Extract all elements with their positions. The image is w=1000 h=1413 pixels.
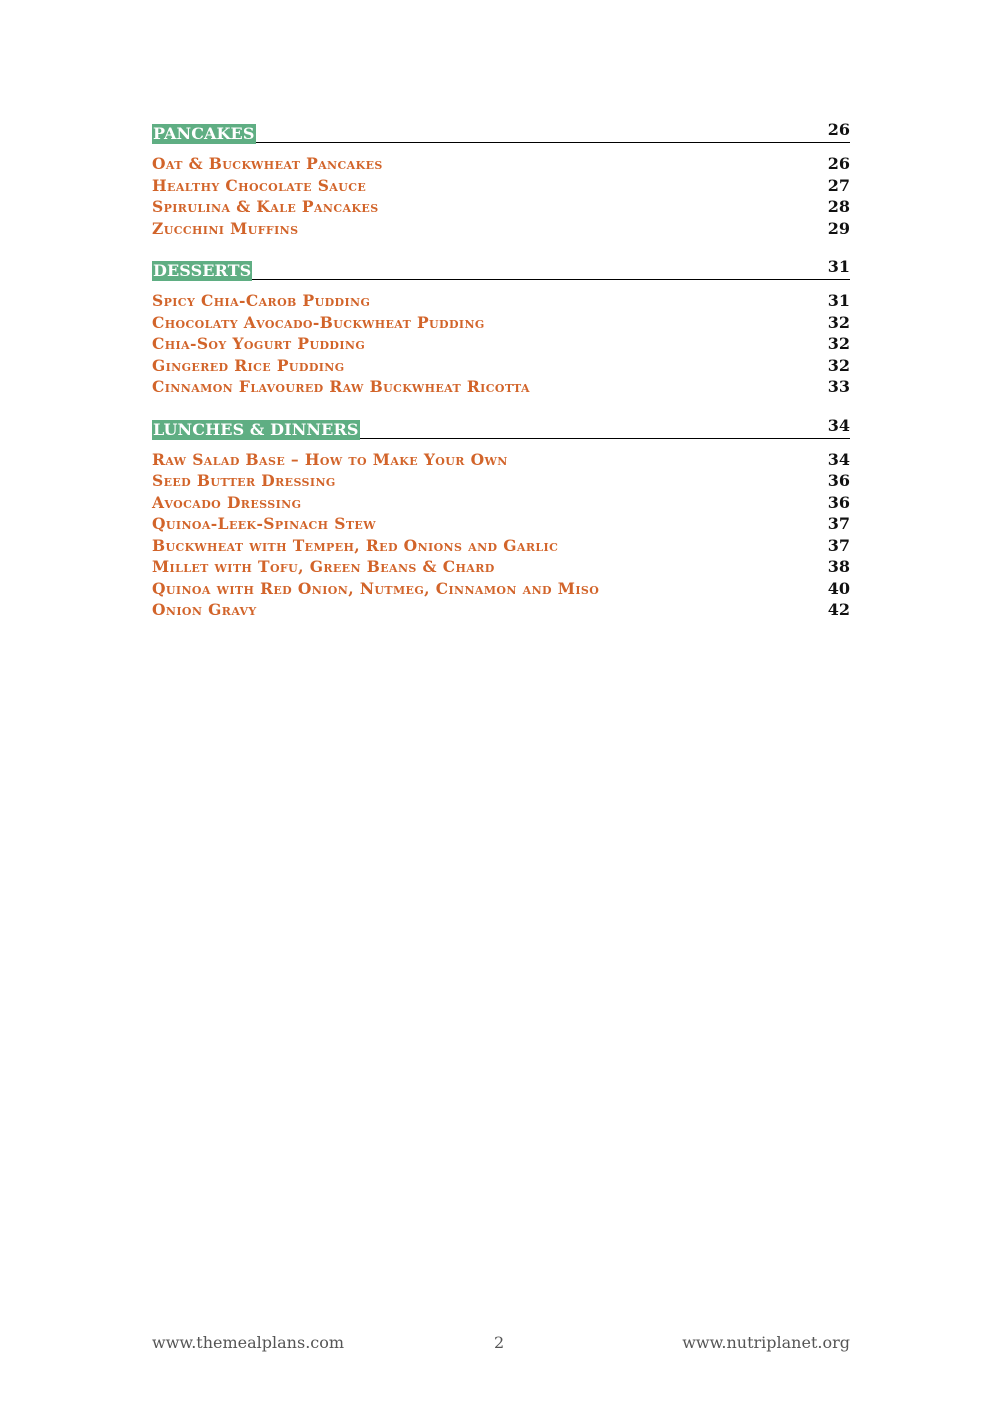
toc-entry-page[interactable]: 27 xyxy=(827,175,850,195)
toc-entry[interactable] xyxy=(152,513,850,535)
toc-entry-page[interactable]: 31 xyxy=(827,291,850,311)
toc-entry-page[interactable]: 36 xyxy=(827,492,850,512)
toc-entry-title[interactable]: Quinoa-Leek-Spinach Stew xyxy=(152,514,376,534)
footer-page-number: 2 xyxy=(494,1333,505,1352)
toc-section-desserts xyxy=(152,255,850,398)
toc-entry-page[interactable]: 34 xyxy=(827,449,850,469)
toc-entry[interactable] xyxy=(152,556,850,578)
section-heading xyxy=(152,255,850,280)
toc-entry-page[interactable]: 37 xyxy=(827,514,850,534)
toc-entry-page[interactable]: 40 xyxy=(827,578,850,598)
toc-entry-page[interactable]: 32 xyxy=(827,312,850,332)
toc-entry-title[interactable]: Buckwheat with Tempeh, Red Onions and Garlic xyxy=(152,535,559,555)
toc-entry-title[interactable]: Onion Gravy xyxy=(152,600,257,620)
section-title[interactable]: DESSERTS xyxy=(153,261,252,280)
section-title[interactable]: PANCAKES xyxy=(153,124,255,143)
toc-entry-page[interactable]: 37 xyxy=(827,535,850,555)
toc-entry[interactable] xyxy=(152,290,850,312)
toc-entry-title[interactable]: Quinoa with Red Onion, Nutmeg, Cinnamon and Miso xyxy=(152,578,600,598)
table-of-contents xyxy=(152,118,850,637)
toc-entry-page[interactable]: 26 xyxy=(827,154,850,174)
section-page-number[interactable]: 31 xyxy=(827,257,850,276)
footer-website-left: www.themealplans.com xyxy=(152,1333,345,1352)
toc-entry[interactable] xyxy=(152,492,850,514)
toc-entry-title[interactable]: Raw Salad Base – How to Make Your Own xyxy=(152,449,508,469)
toc-entry[interactable] xyxy=(152,153,850,175)
section-title[interactable]: LUNCHES & DINNERS xyxy=(153,419,359,439)
toc-entry-page[interactable]: 42 xyxy=(827,600,850,620)
toc-section-lunches-dinners xyxy=(152,414,850,621)
toc-entry-title[interactable]: Gingered Rice Pudding xyxy=(152,355,345,375)
toc-entry[interactable] xyxy=(152,312,850,334)
toc-entry[interactable] xyxy=(152,449,850,471)
toc-entry[interactable] xyxy=(152,599,850,621)
toc-entry[interactable] xyxy=(152,175,850,197)
toc-entry-title[interactable]: Spicy Chia-Carob Pudding xyxy=(152,291,371,311)
toc-entry-page[interactable]: 32 xyxy=(827,355,850,375)
toc-entry[interactable] xyxy=(152,218,850,240)
toc-entry-page[interactable]: 33 xyxy=(827,377,850,397)
toc-section-pancakes xyxy=(152,118,850,239)
toc-entry-title[interactable]: Chocolaty Avocado-Buckwheat Pudding xyxy=(152,312,485,332)
footer-website-right: www.nutriplanet.org xyxy=(682,1333,850,1352)
toc-entry[interactable] xyxy=(152,535,850,557)
section-page-number[interactable]: 26 xyxy=(827,120,850,139)
toc-entry-page[interactable]: 29 xyxy=(827,218,850,238)
toc-entry-title[interactable]: Healthy Chocolate Sauce xyxy=(152,175,367,195)
toc-entry[interactable] xyxy=(152,376,850,398)
toc-entry-title[interactable]: Oat & Buckwheat Pancakes xyxy=(152,154,383,174)
toc-entry[interactable] xyxy=(152,578,850,600)
section-heading xyxy=(152,414,850,439)
toc-entry[interactable] xyxy=(152,470,850,492)
toc-entry-title[interactable]: Chia-Soy Yogurt Pudding xyxy=(152,334,366,354)
toc-entry-title[interactable]: Zucchini Muffins xyxy=(152,218,299,238)
section-heading xyxy=(152,118,850,143)
toc-entry-title[interactable]: Avocado Dressing xyxy=(152,492,302,512)
toc-entry-page[interactable]: 38 xyxy=(827,557,850,577)
toc-entry-title[interactable]: Cinnamon Flavoured Raw Buckwheat Ricotta xyxy=(152,377,530,397)
toc-entry-page[interactable]: 28 xyxy=(827,197,850,217)
section-page-number[interactable]: 34 xyxy=(827,415,850,435)
toc-entry-title[interactable]: Seed Butter Dressing xyxy=(152,471,336,491)
toc-entry[interactable] xyxy=(152,333,850,355)
toc-entry-page[interactable]: 32 xyxy=(827,334,850,354)
toc-entry-title[interactable]: Spirulina & Kale Pancakes xyxy=(152,197,379,217)
toc-entry[interactable] xyxy=(152,355,850,377)
toc-entry-page[interactable]: 36 xyxy=(827,471,850,491)
toc-entry[interactable] xyxy=(152,196,850,218)
toc-entry-title[interactable]: Millet with Tofu, Green Beans & Chard xyxy=(152,557,495,577)
